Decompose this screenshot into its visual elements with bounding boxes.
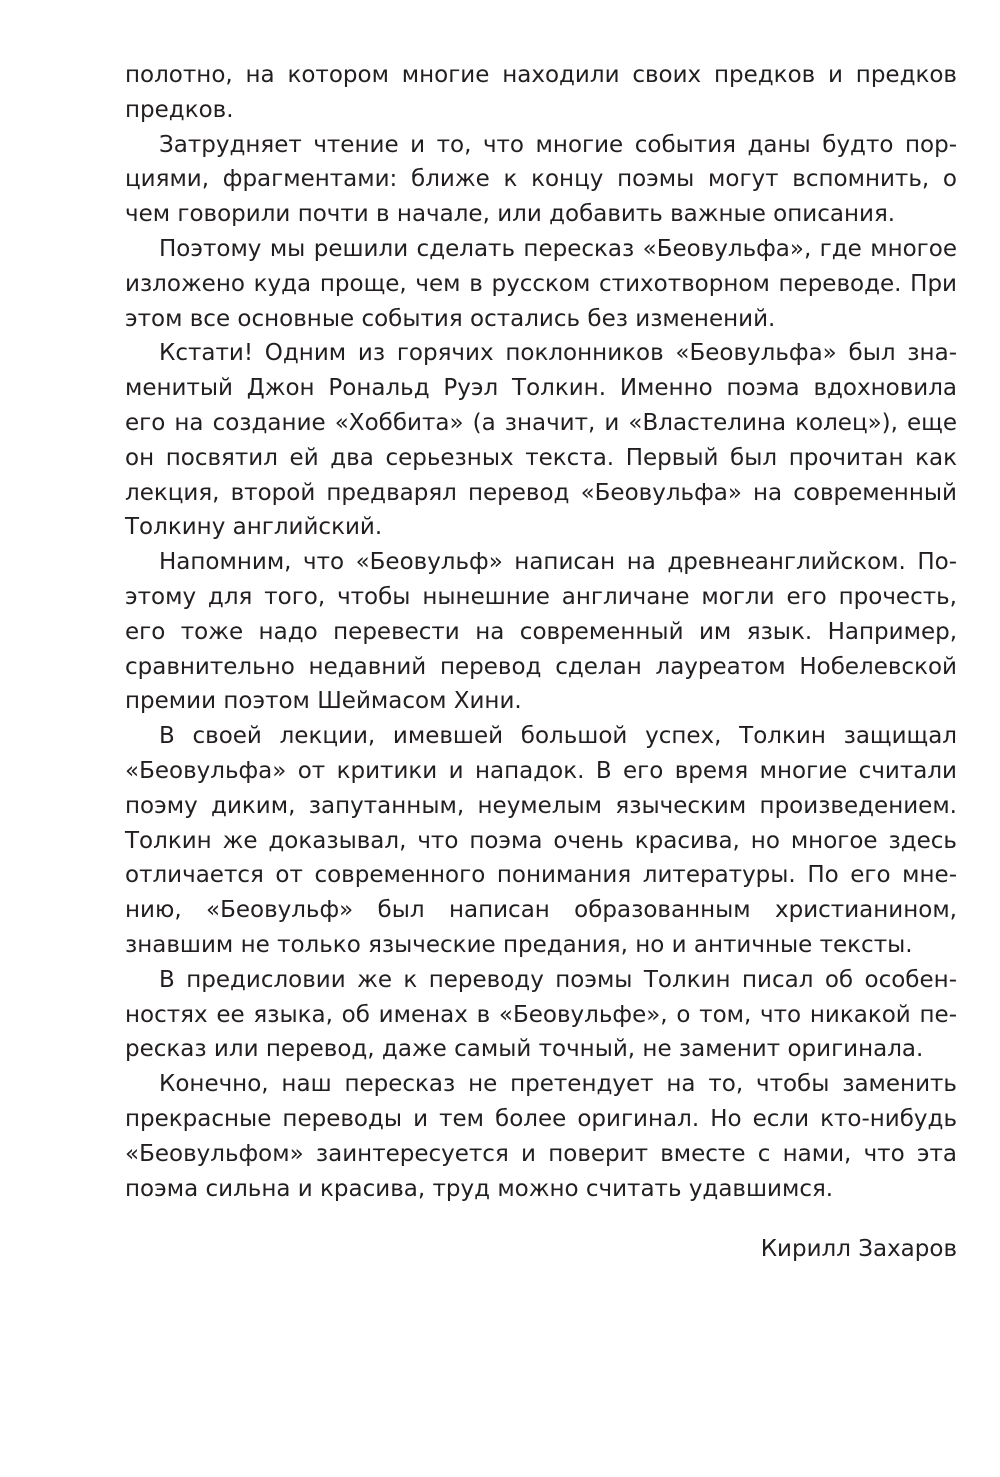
paragraph-3: Поэтому мы решили сделать пересказ «Беовульфа», где многое изложено куда проще, чем в русском стихотворном переводе. При этом все основные события остались без изменений. bbox=[125, 235, 957, 332]
author-signature: Кирилл Захаров bbox=[760, 1236, 957, 1262]
paragraph-6: В своей лекции, имевшей большой успех, Толкин защищал «Беовульфа» от критики и нападок. В его время многие считали поэму диким, запутанным, неумелым языческим произведением. Толкин же доказывал, что поэма очень красива, но многое здесь отличается от современного понимания литературы. По его мнению, «Беовульф» был написан образованным христианином, знавшим не только языческие предания, но и античные тексты. bbox=[125, 723, 957, 958]
body-text bbox=[125, 58, 957, 1206]
paragraph-8: Конечно, наш пересказ не претендует на то, чтобы заменить прекрасные переводы и тем более оригинал. Но если кто-нибудь «Беовульфом» заинтересуется и поверит вместе с нами, что эта поэма сильна и красива, труд можно считать удавшимся. bbox=[125, 1071, 957, 1202]
paragraph-1: полотно, на котором многие находили своих предков и предков предков. bbox=[125, 62, 957, 123]
paragraph-7: В предисловии же к переводу поэмы Толкин писал об особенностях ее языка, об именах в «Беовульфе», о том, что никакой пересказ или перевод, даже самый точный, не заменит оригинала. bbox=[125, 966, 957, 1063]
paragraph-5: Напомним, что «Беовульф» написан на древнеанглийском. Поэтому для того, чтобы нынешние англичане могли его прочесть, его тоже надо перевести на современный им язык. Например, сравнительно недавний перевод сделан лауреатом Нобелевской премии поэтом Шеймасом Хини. bbox=[125, 549, 957, 715]
paragraph-2: Затрудняет чтение и то, что многие события даны будто порциями, фрагментами: ближе к концу поэмы могут вспомнить, о чем говорили почти в начале, или добавить важные описания. bbox=[125, 131, 957, 228]
paragraph-4: Кстати! Одним из горячих поклонников «Беовульфа» был знаменитый Джон Рональд Руэл Толкин. Именно поэма вдохновила его на создание «Хоббита» (а значит, и «Властелина колец»), еще он посвятил ей два серьезных текста. Первый был прочитан как лекция, второй предварял перевод «Беовульфа» на современный Толкину английский. bbox=[125, 340, 957, 541]
